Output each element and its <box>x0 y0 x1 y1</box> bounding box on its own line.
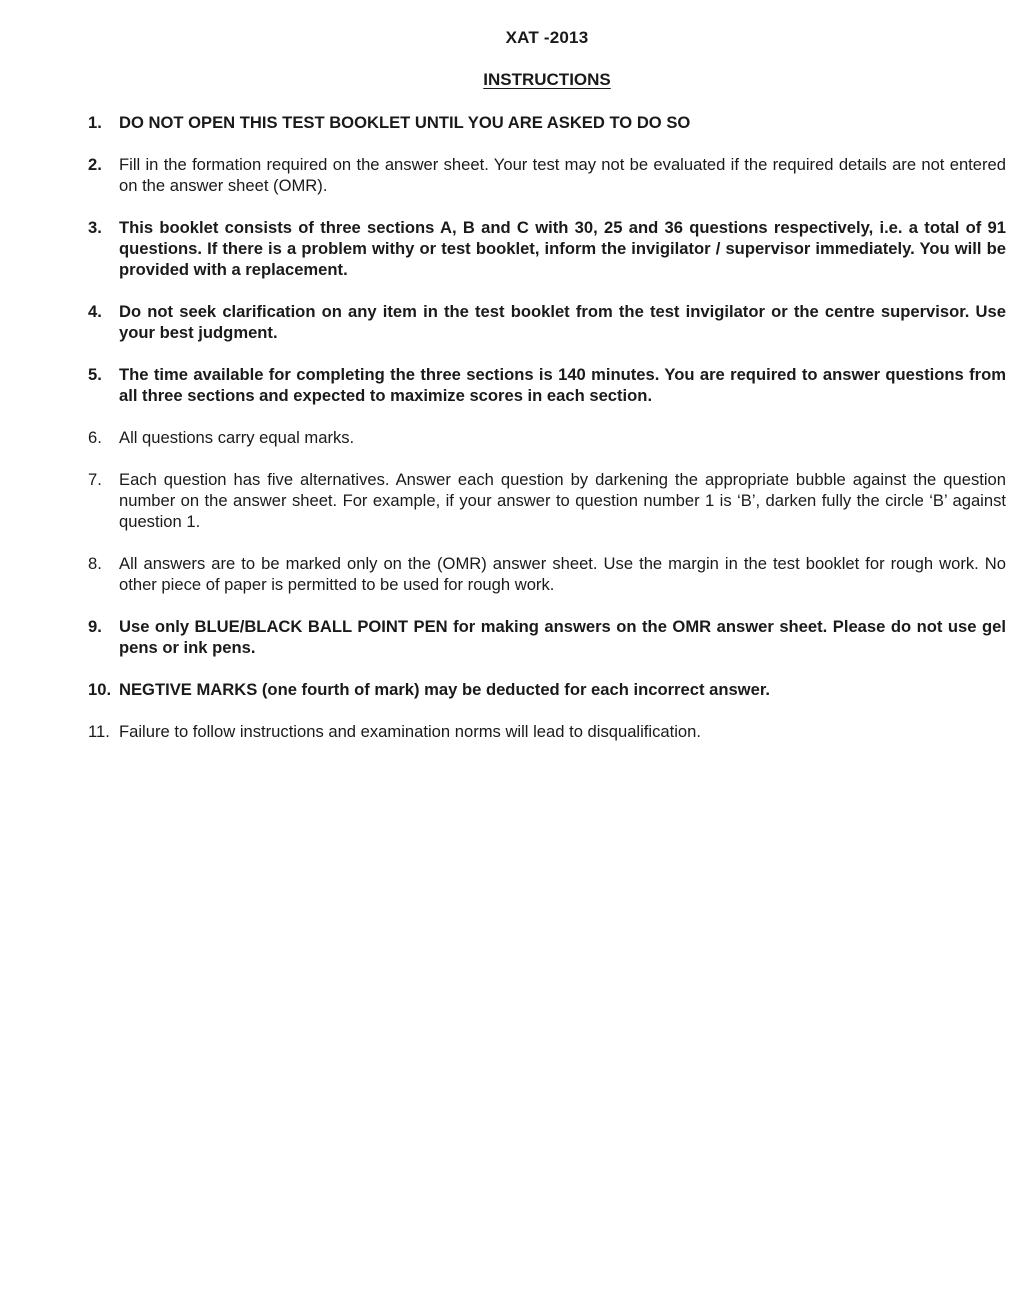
instruction-number: 4. <box>88 302 102 321</box>
instruction-number: 7. <box>88 470 102 489</box>
instruction-number: 10. <box>88 680 112 699</box>
instruction-text: This booklet consists of three sections A, B and C with 30, 25 and 36 questions respectively, i.e. a total of 91 questions. If there is a problem withy or test booklet, inform the invigilator / supervisor immediately. You will be provided with a replacement. <box>119 218 1006 279</box>
document-title: XAT -2013 <box>505 28 589 47</box>
instruction-item-7 <box>88 469 1006 532</box>
instruction-number: 8. <box>88 554 102 573</box>
instruction-text: The time available for completing the three sections is 140 minutes. You are required to answer questions from all three sections and expected to maximize scores in each section. <box>119 365 1006 405</box>
instruction-text: All questions carry equal marks. <box>119 428 355 447</box>
instruction-item-10 <box>88 679 1006 700</box>
instruction-number: 2. <box>88 155 102 174</box>
instruction-number: 3. <box>88 218 102 237</box>
instruction-text: Failure to follow instructions and examination norms will lead to disqualification. <box>119 722 701 741</box>
instruction-item-11 <box>88 721 1006 742</box>
instruction-item-2 <box>88 154 1006 196</box>
instruction-text: Each question has five alternatives. Answer each question by darkening the appropriate bubble against the question number on the answer sheet. For example, if your answer to question number 1 is ‘B’, darken fully the circle ‘B’ against question 1. <box>119 470 1006 531</box>
instruction-item-4 <box>88 301 1006 343</box>
instruction-text: DO NOT OPEN THIS TEST BOOKLET UNTIL YOU ARE ASKED TO DO SO <box>119 113 691 132</box>
instructions-list <box>88 112 1006 763</box>
instruction-item-8 <box>88 553 1006 595</box>
instruction-number: 6. <box>88 428 102 447</box>
instruction-text: NEGTIVE MARKS (one fourth of mark) may be deducted for each incorrect answer. <box>119 680 770 699</box>
instruction-number: 9. <box>88 617 102 636</box>
instruction-text: Fill in the formation required on the answer sheet. Your test may not be evaluated if the required details are not entered on the answer sheet (OMR). <box>119 155 1006 195</box>
instruction-item-5 <box>88 364 1006 406</box>
instruction-text: All answers are to be marked only on the (OMR) answer sheet. Use the margin in the test booklet for rough work. No other piece of paper is permitted to be used for rough work. <box>119 554 1006 594</box>
instruction-item-1 <box>88 112 1006 133</box>
instruction-item-3 <box>88 217 1006 280</box>
instruction-number: 11. <box>88 722 110 741</box>
instruction-number: 1. <box>88 113 102 132</box>
instruction-item-9 <box>88 616 1006 658</box>
instruction-number: 5. <box>88 365 102 384</box>
instruction-item-6 <box>88 427 1006 448</box>
instructions-heading: INSTRUCTIONS <box>483 70 611 89</box>
instruction-text: Do not seek clarification on any item in the test booklet from the test invigilator or the centre supervisor. Use your best judgment. <box>119 302 1006 342</box>
instruction-text: Use only BLUE/BLACK BALL POINT PEN for making answers on the OMR answer sheet. Please do not use gel pens or ink pens. <box>119 617 1006 657</box>
